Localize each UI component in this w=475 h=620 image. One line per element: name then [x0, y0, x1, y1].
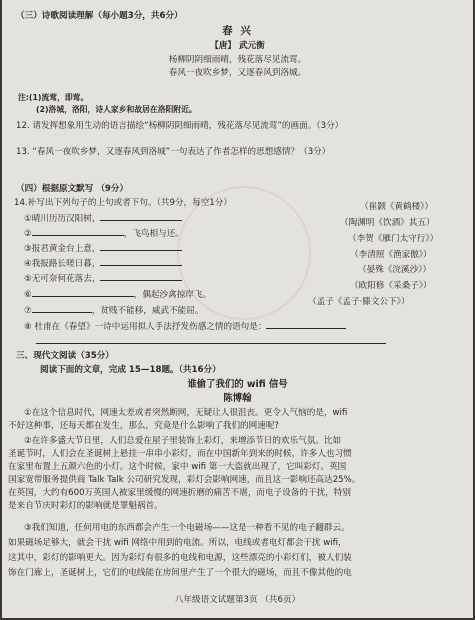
paragraph-2-line-1: ②在许多盛大节日里，人们总爱在屋子里装饰上彩灯，来增添节日的欢乐气氛。比如 [24, 436, 342, 446]
paragraph-2-line-5: 在英国，大约有600万英国人被家里缓慢的网速折磨的痛苦不堪，而电子设备的干扰，特别 [8, 488, 351, 498]
exam-page [2, 0, 473, 618]
fill-item-8-blank [36, 335, 386, 348]
fill-item-8: ⑧ 杜甫在《春望》一诗中运用拟人手法抒发伤感之情的语句是： [24, 320, 346, 333]
page-footer: 八年级语文试题第3页 （共6页） [174, 595, 301, 605]
section5-header: 三、现代文阅读（35分） [16, 351, 114, 361]
fill-source-3: （李贺《雁门太守行》） [348, 234, 439, 244]
fill-source-7: （孟子《孟子·滕文公下》） [308, 297, 410, 307]
fill-source-1: （崔颢《黄鹤楼》） [360, 202, 434, 212]
paragraph-3-line-3: 这其中，彩灯的影响更大。因为彩灯有很多的电线和电源，这些漂亮的小彩灯们，被人们装 [8, 553, 352, 563]
fill-item-4: ④我报路长嗟日暮， [24, 257, 182, 270]
question-13: 13. “春风一夜吹乡梦，又逐春风到洛城”一句表达了作者怎样的思想感情？（3分） [16, 147, 331, 157]
poem-line-2: 春风一夜吹乡梦，又逐春风到洛城。 [168, 68, 307, 78]
note-2: (2)洛城，洛阳，诗人家乡和故居在洛阳附近。 [36, 105, 197, 114]
fill-item-7: ⑦ ，贫贱不能移，威武不能屈。 [24, 306, 204, 316]
fill-source-4: （李清照《渔家傲》） [350, 250, 432, 260]
section4-header: （四）根据原文默写 （9分） [16, 184, 129, 194]
poem-line-1: 杨柳阴阴细雨晴，残花落尽见流莺。 [168, 55, 307, 65]
paragraph-2-line-6: 是来自节庆时彩灯的影响就是罪魁祸首。 [8, 501, 163, 511]
paragraph-2-line-4: 国家宽带服务提供商 Talk Talk 公司研究发现，彩灯会影响网速，而且这一影响还高达25%。 [8, 475, 361, 485]
poem-author: 【唐】 武元衡 [210, 41, 265, 51]
article-title: 谁偷了我们的 wifi 信号 [187, 379, 288, 390]
poem-title: 春 兴 [222, 25, 253, 37]
fill-source-6: （欧阳修《采桑子》） [350, 281, 432, 291]
reading-instruction: 阅读下面的文章，完成 15—18题。（共16分） [40, 365, 221, 375]
paragraph-3-line-4: 饰在门廊上，圣诞树上，它们的电线能在房间里产生了一个很大的磁场，而且不像其他的电 [8, 568, 352, 578]
fill-item-1: ①晴川历历汉阳树， [24, 212, 182, 225]
fill-source-2: （陶渊明《饮酒》其五） [340, 218, 435, 228]
fill-item-5: ⑤无可奈何花落去， [24, 272, 182, 285]
article-author: 陈博翰 [223, 393, 252, 404]
note-1: 注:(1)流莺，即莺。 [18, 93, 89, 102]
section3-header: （三）诗歌阅读理解（每小题3分，共6分） [16, 11, 183, 21]
fill-item-2: ② ，飞鸟相与还。 [24, 229, 184, 239]
paragraph-1-line-1: ①在这个信息时代，网速太差或者突然断网，无疑让人很沮丧。更令人气恼的是，wifi [24, 408, 348, 418]
fill-source-5: （晏殊《浣溪沙》） [358, 265, 432, 275]
paragraph-2-line-2: 圣诞节时，人们会在圣诞树上悬挂一串串小彩灯，而在中国新年到来的时候，许多人也习惯 [8, 449, 352, 459]
paragraph-1-line-2: 不好这种事，还每天都在发生，那么，究竟是什么影响了我们的网速呢? [8, 421, 279, 431]
fill-item-6: ⑥ ，偶起沙禽掠岸飞。 [24, 290, 212, 300]
question-14: 14.补写出下列句子的上句或者下句。（共9分，每空1分） [14, 198, 232, 208]
paragraph-3-line-2: 如果磁场足够大，就会干扰 wifi 网络中用到的电流。所以，电线或者电灯都会干扰 wifi， [8, 538, 347, 548]
fill-item-3: ③报君黄金台上意， [24, 242, 182, 255]
question-12: 12. 请发挥想象用生动的语言描绘“杨柳阴阴细雨晴，残花落尽见流莺”的画面。（3分） [16, 121, 344, 131]
paragraph-3-line-1: ③我们知道，任何用电的东西都会产生一个电磁场——这是一种看不见的电子翻群云。 [24, 523, 350, 533]
paragraph-2-line-3: 在家里布置上五颜六色的小灯。这个时候，家中 wifi 第一大盗就出现了，它叫彩灯。英国 [8, 462, 347, 472]
